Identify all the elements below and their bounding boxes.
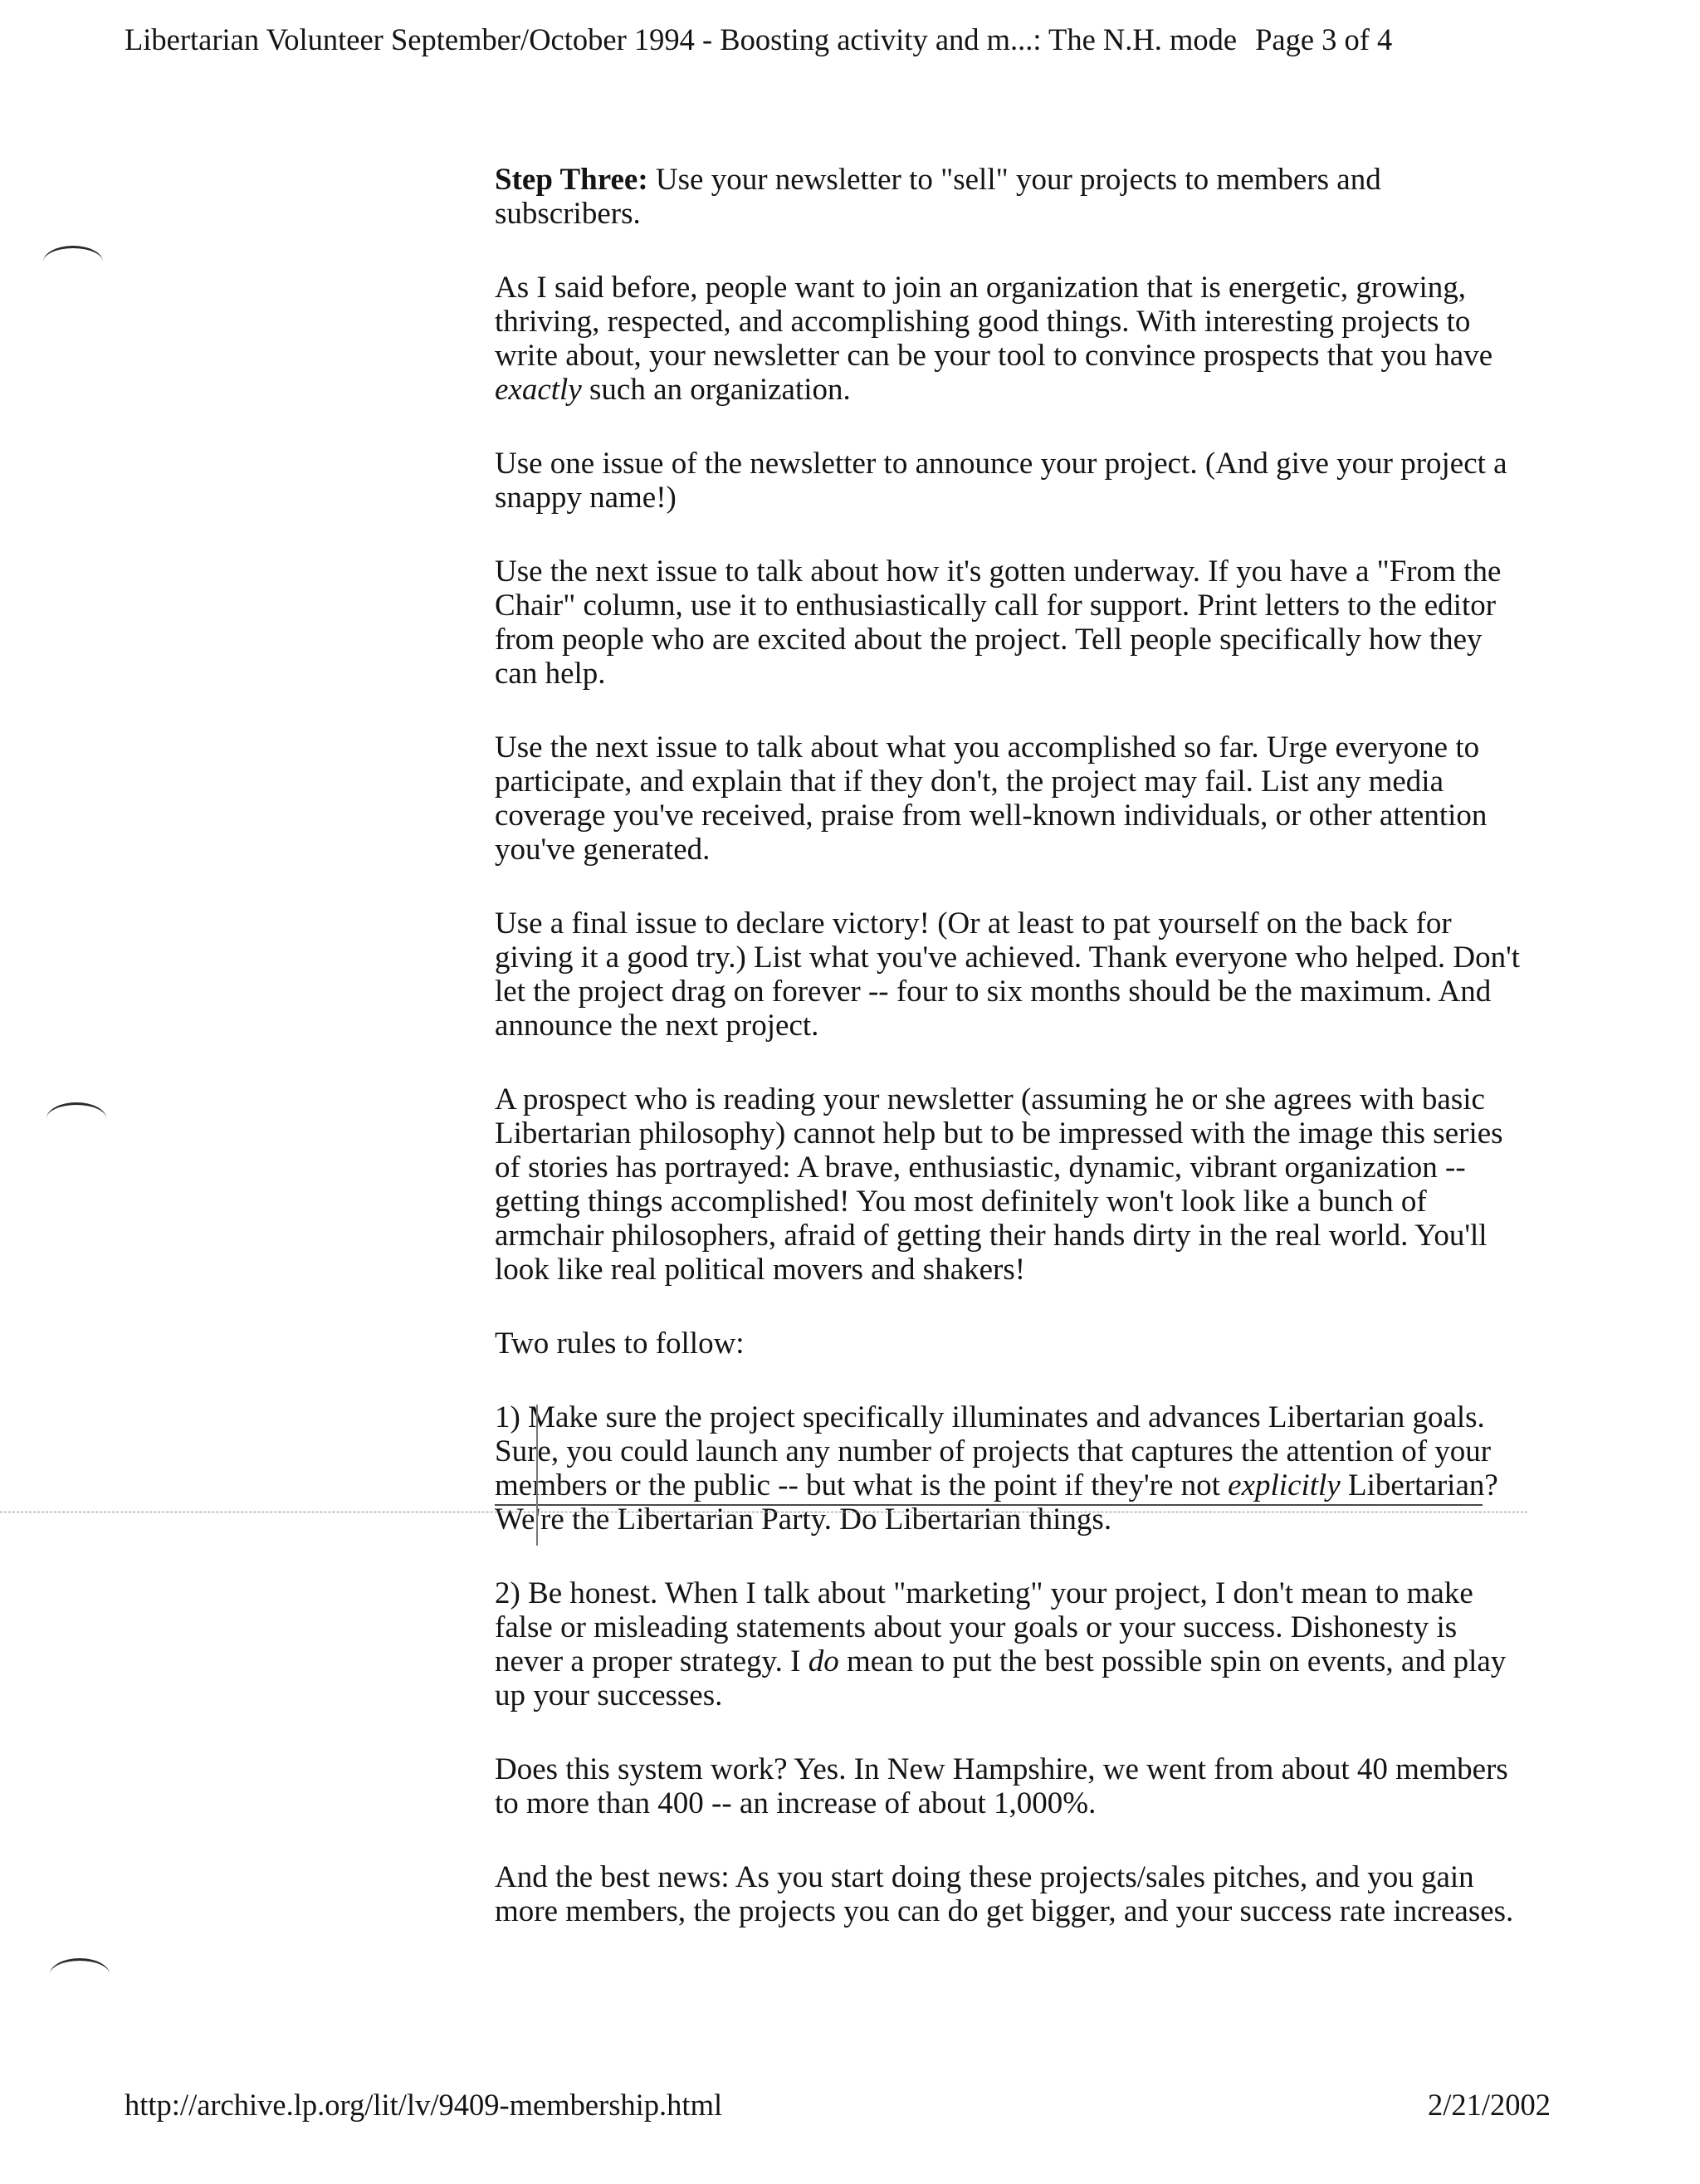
paragraph-rules-intro: Two rules to follow: — [495, 1327, 745, 1361]
scan-vertical-mark — [536, 1405, 538, 1546]
paragraph-best-news: And the best news: As you start doing these projects/sales pitches, and you gain more members, the projects you can do get bigger, and your success rate increases. — [495, 1860, 1514, 1928]
footer-date: 2/21/2002 — [1427, 2088, 1551, 2122]
paragraph-rule-one: 1) Make sure the project specifically illuminates and advances Libertarian goals. Sure, you could launch any number of projects that captures the attention of your members or the public -- but what is the point if they're not explicitly Libertarian? We're the Libertarian Party. Do Libertarian things. — [495, 1400, 1498, 1537]
page-number: Page 3 of 4 — [1255, 22, 1393, 56]
header-title: Libertarian Volunteer September/October 1994 - Boosting activity and m...: The N.H. mode — [125, 22, 1238, 56]
scan-strike-line — [495, 1504, 1483, 1506]
paragraph-organization: As I said before, people want to join an organization that is energetic, growing, thriving, respected, and accomplishing good things. With interesting projects to write about, your newsletter can be your tool to convince prospects that you have exactly such an organization. — [495, 271, 1493, 407]
paragraph-victory: Use a final issue to declare victory! (Or at least to pat yourself on the back for giving it a good try.) List what you've achieved. Thank everyone who helped. Don't let the project drag on forever -- four to six months should be the maximum. And announce the next project. — [495, 906, 1521, 1043]
punch-hole-mark — [50, 1958, 110, 1991]
punch-hole-mark — [43, 246, 103, 278]
article-body — [495, 163, 1532, 1968]
paragraph-results: Does this system work? Yes. In New Hampshire, we went from about 40 members to more than 400 -- an increase of about 1,000%. — [495, 1752, 1508, 1820]
paragraph-announce: Use one issue of the newsletter to announce your project. (And give your project a snappy name!) — [495, 447, 1507, 515]
page-header — [125, 18, 1552, 61]
step-three-paragraph: Step Three: Use your newsletter to "sell" your projects to members and subscribers. — [495, 163, 1381, 231]
step-label: Step Three: — [495, 163, 648, 197]
footer-url: http://archive.lp.org/lit/lv/9409-membership.html — [125, 2088, 723, 2122]
paragraph-underway: Use the next issue to talk about how it's gotten underway. If you have a "From the Chair" column, use it to enthusiastically call for support. Print letters to the editor from people who are excited about the project. Tell people specifically how they can help. — [495, 555, 1502, 691]
paragraph-prospect: A prospect who is reading your newsletter (assuming he or she agrees with basic Libertarian philosophy) cannot help but to be impressed with the image this series of stories has portrayed: A brave, enthusiastic, dynamic, vibrant organization -- getting things accomplished! You most definitely won't look like a bunch of armchair philosophers, afraid of getting their hands dirty in the real world. You'll look like real political movers and shakers! — [495, 1082, 1503, 1287]
paragraph-rule-two: 2) Be honest. When I talk about "marketing" your project, I don't mean to make false or misleading statements about your goals or your success. Dishonesty is never a proper strategy. I do mean to put the best possible spin on events, and play up your successes. — [495, 1576, 1507, 1713]
punch-hole-mark — [46, 1102, 106, 1135]
paragraph-accomplished: Use the next issue to talk about what you accomplished so far. Urge everyone to participate, and explain that if they don't, the project may fail. List any media coverage you've received, praise from well-known individuals, or other attention you've generated. — [495, 730, 1488, 867]
